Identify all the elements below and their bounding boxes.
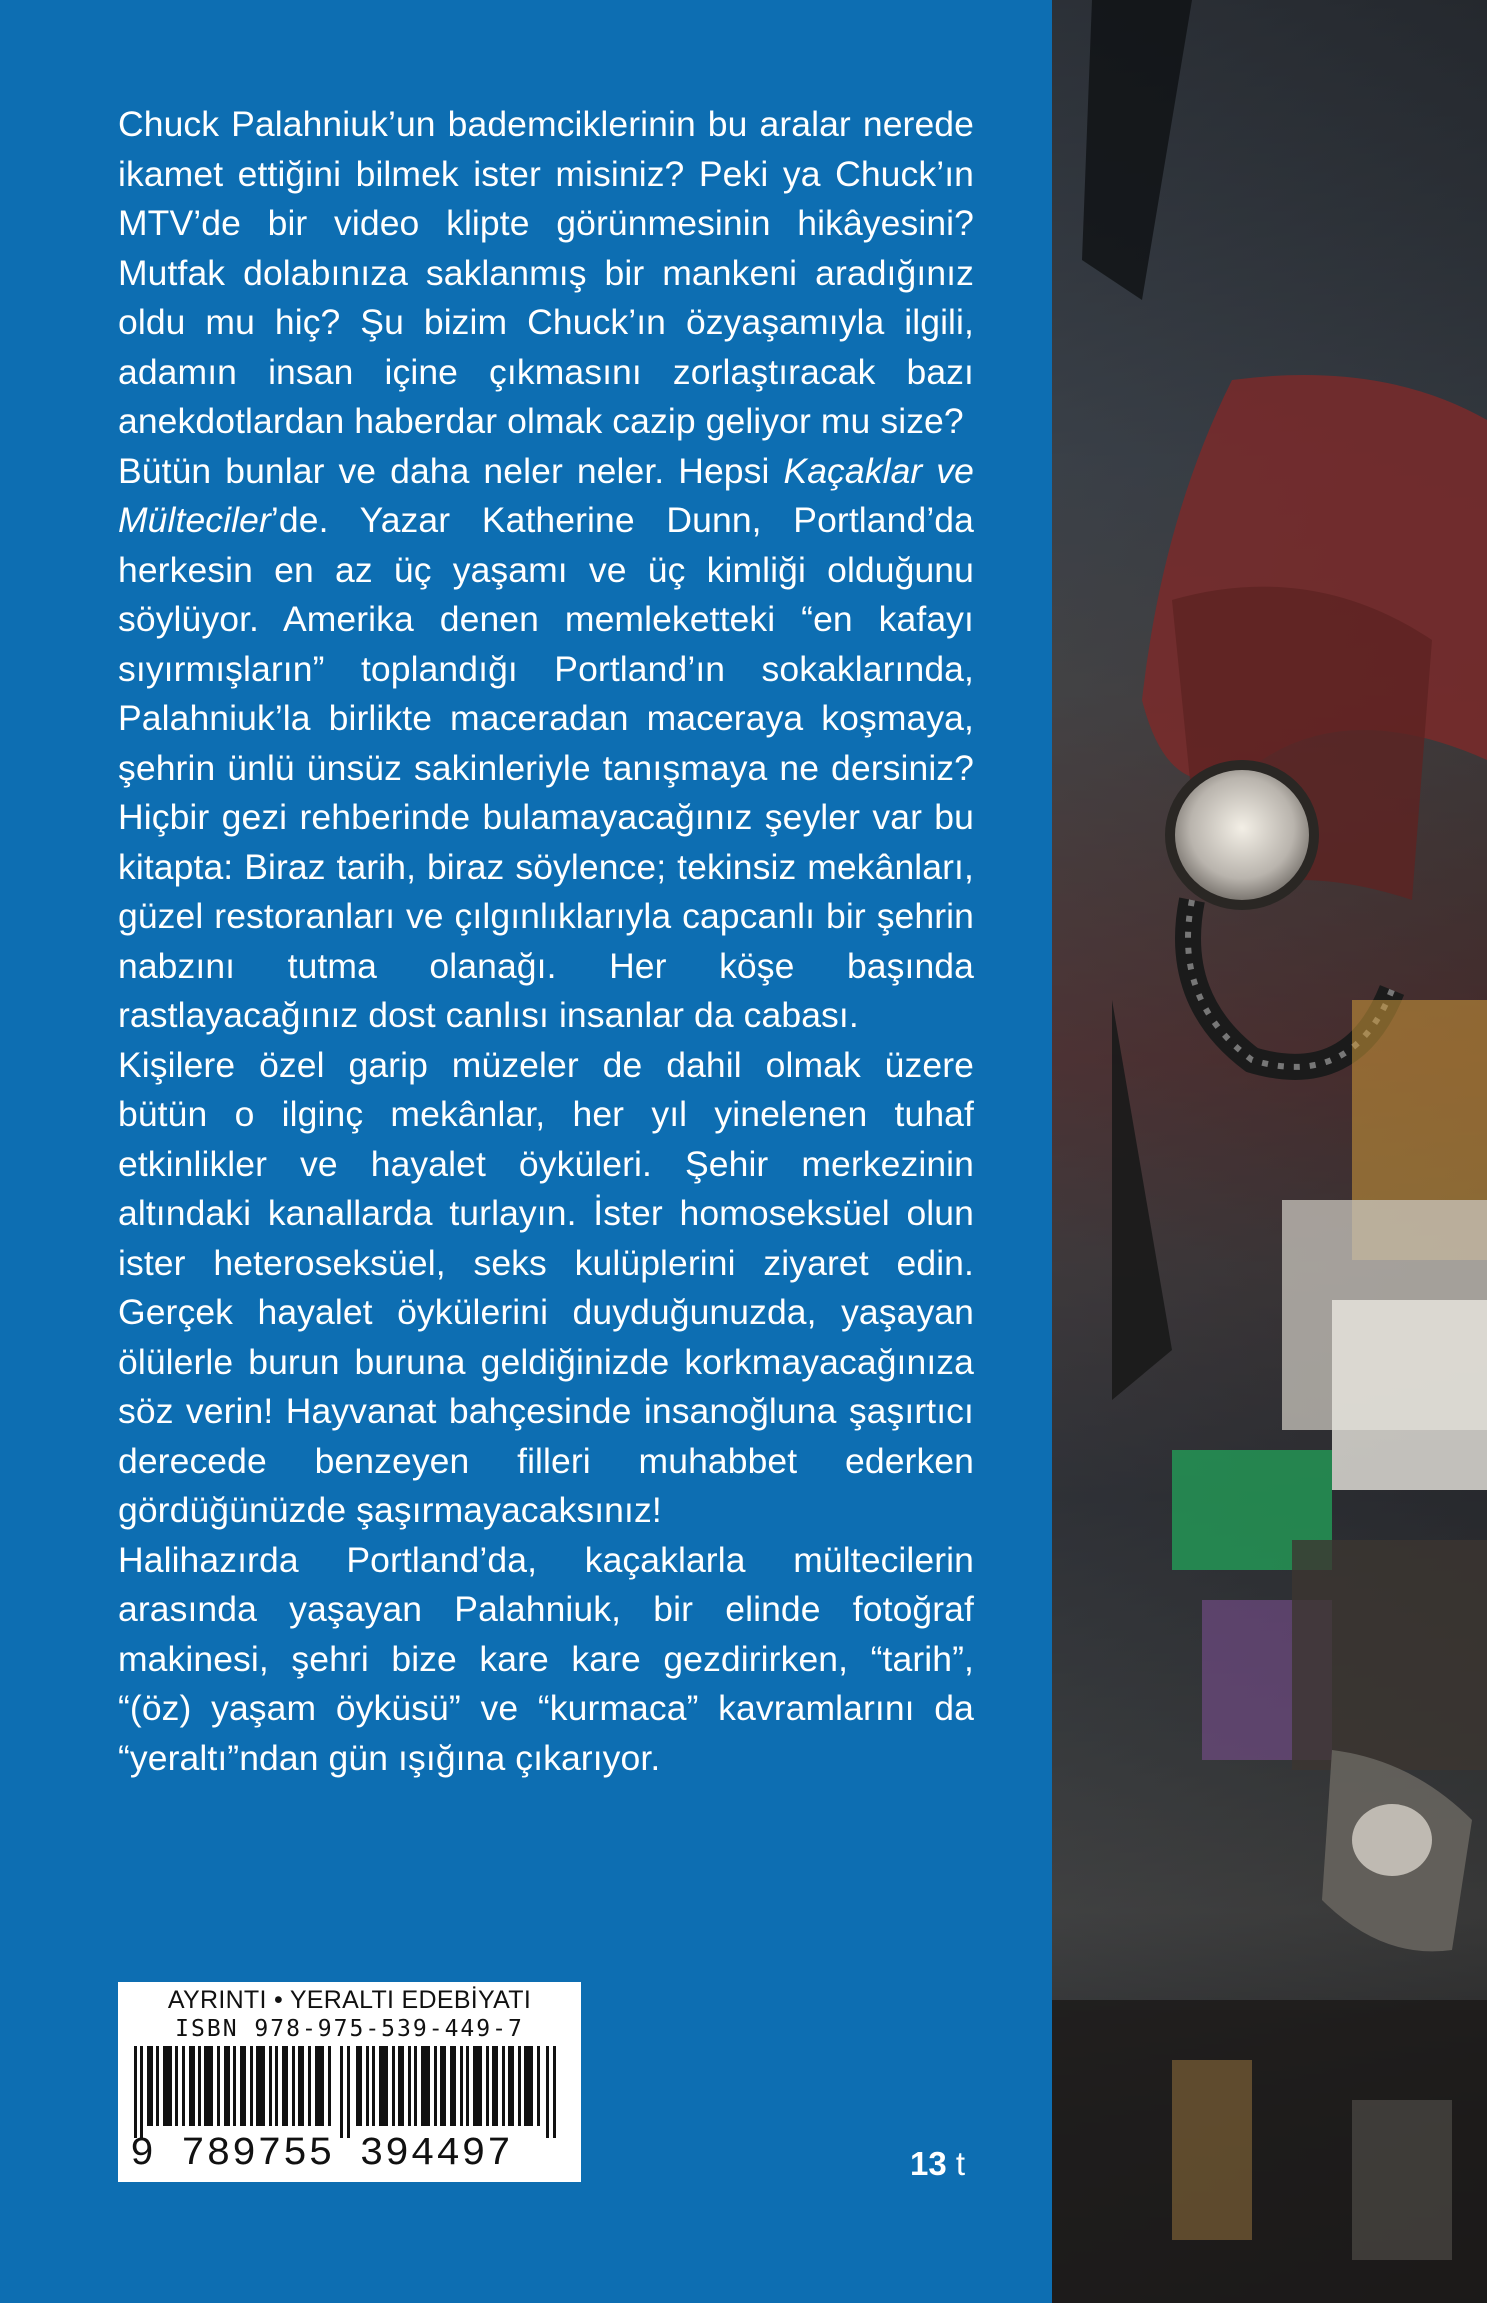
barcode-label [118,1982,581,2182]
blurb-paragraph-4: Halihazırda Portland’da, kaçaklarla mültecilerin arasında yaşayan Palahniuk, bir elinde fotoğraf makinesi, şehri bize kare kare gezdirirken, “tarih”, “(öz) yaşam öyküsü” ve “kurmaca” kavramlarını da “yeraltı”ndan gün ışığına çıkarıyor. [118,1539,974,1778]
blurb-paragraph-2-rest: ’de. Yazar Katherine Dunn, Portland’da herkesin en az üç yaşamı ve üç kimliği olduğunu söylüyor. Amerika denen memleketteki “en kafayı sıyırmışların” toplandığı Portland’ın sokaklarında, Palahniuk’la birlikte maceradan maceraya koşmaya, şehrin ünlü ünsüz sakinleriyle tanışmaya ne dersiniz? Hiçbir gezi rehberinde bulamayacağınız şeyler var bu kitapta: Biraz tarih, biraz söylence; tekinsiz mekânları, güzel restoranları ve çılgınlıklarıyla capcanlı bir şehrin nabzını tutma olanağı. Her köşe başında rastlayacağınız dost canlısı insanlar da cabası. [118,500,974,1035]
cover-photo [1052,0,1487,2303]
isbn-line: ISBN 978-975-539-449-7 [175,2016,524,2042]
barcode-bars [134,2046,565,2138]
price-tag [910,2145,965,2183]
price-amount: 13 [910,2145,947,2182]
blurb-paragraph-1: Chuck Palahniuk’un bademciklerinin bu aralar nerede ikamet ettiğini bilmek ister misiniz? Peki ya Chuck’ın MTV’de bir video klipte görünmesinin hikâyesini? Mutfak dolabınıza saklanmış bir mankeni aradığınız oldu mu hiç? Şu bizim Chuck’ın özyaşamıyla ilgili, adamın insan içine çıkmasını zorlaştıracak bazı anekdotlardan haberdar olmak cazip geliyor mu size? [118,104,974,441]
price-unit: t [955,2145,966,2182]
publisher-series-line: AYRINTI • YERALTI EDEBİYATI [167,1986,532,2014]
blurb-paragraph-3: Kişilere özel garip müzeler de dahil olmak üzere bütün o ilginç mekânlar, her yıl yinelenen tuhaf etkinlikler ve hayalet öyküleri. Şehir merkezinin altındaki kanallarda turlayın. İster homoseksüel olun ister heteroseksüel, seks kulüplerini ziyaret edin. Gerçek hayalet öykülerini duyduğunuzda, yaşayan ölülerle burun buruna geldiğinizde korkmayacağınıza söz verin! Hayvanat bahçesinde insanoğluna şaşırtıcı derecede benzeyen filleri muhabbet ederken gördüğünüzde şaşırmayacaksınız! [118,1044,974,1530]
barcode-digits: 9 789755 394497 [130,2132,513,2177]
blurb-paragraph-2-start: Bütün bunlar ve daha neler neler. Hepsi [118,450,784,491]
blurb-paragraph-2 [118,447,974,1041]
cover-photo-illustration [1052,0,1487,2303]
book-title-italic: Kaçaklar ve Mülteciler [118,450,974,540]
blurb-text [118,100,974,1783]
